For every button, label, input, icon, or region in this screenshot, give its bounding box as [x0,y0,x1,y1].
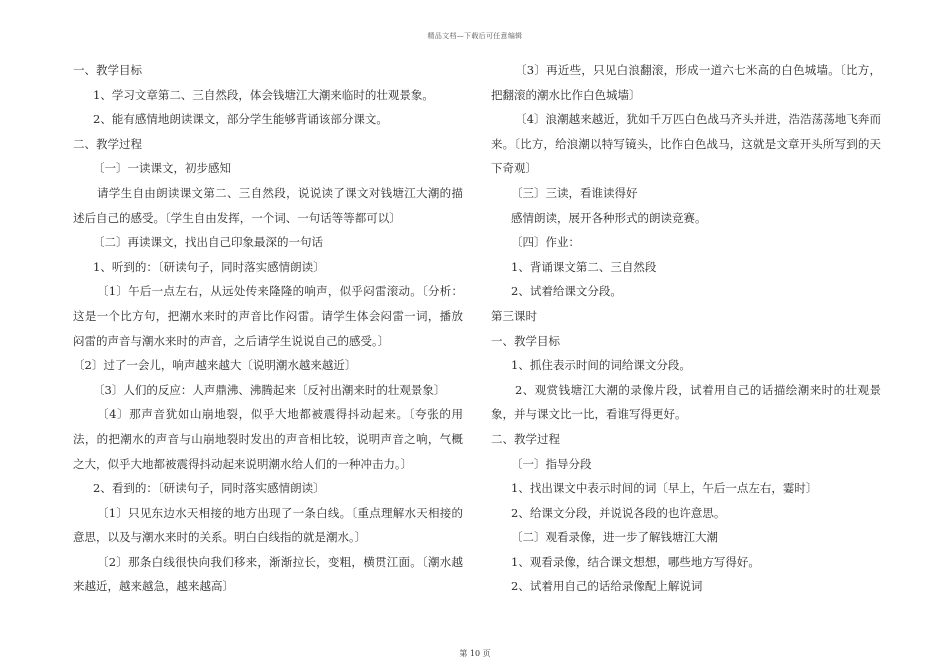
paragraph: 〔3〕人们的反应：人声鼎沸、沸腾起来〔反衬出潮来时的壮观景象〕 [93,382,446,397]
paragraph: 请学生自由朗读课文第二、三自然段，说说读了课文对钱塘江大潮的描述后自己的感受。〔学生自由发挥，一个词、一句话等等都可以〕 [73,185,463,225]
paragraph: 〔3〕再近些，只见白浪翻滚，形成一道六七米高的白色城墙。〔比方，把翻滚的潮水比作白色城墙〕 [491,63,881,102]
objective-item: 2、能有感情地朗读课文，部分学生能够背诵该部分课文。 [93,112,388,127]
homework-item: 1、背诵课文第二、三自然段 [511,259,657,274]
paragraph: 〔4〕那声音犹如山崩地裂，似乎大地都被震得抖动起来。〔夸张的用法，的把潮水的声音与山崩地裂时发出的声音相比较，说明声音之响，气概之大，似乎大地都被震得抖动起来说明潮水给人们的一种冲击力。〕 [73,407,463,471]
paragraph: 2、给课文分段，并说说各段的也许意思。 [511,505,726,520]
objective-item: 1、抓住表示时间的词给课文分段。 [511,358,691,373]
page-header: 精品文档—下载后可任意编辑 [427,32,523,40]
step-heading: 〔一〕一读课文，初步感知 [93,161,231,176]
section-heading: 二、教学过程 [73,136,142,151]
sub-heading: 1、听到的：〔研读句子，同时落实感情朗读〕 [93,259,325,274]
step-heading: 〔一〕指导分段 [511,456,592,471]
objective-item: 2、观赏钱塘江大潮的录像片段，试着用自己的话描绘潮来时的壮观景象，并与课文比一比，看谁写得更好。 [491,382,881,422]
section-heading: 二、教学过程 [491,431,560,446]
step-heading: 〔二〕再读课文，找出自己印象最深的一句话 [93,235,323,250]
paragraph: 〔1〕只见东边水天相接的地方出现了一条白线。〔重点理解水天相接的意思，以及与潮水来时的关系。明白白线指的就是潮水。〕 [73,505,463,545]
lesson-heading: 第三课时 [491,308,537,323]
right-column [491,58,881,599]
paragraph: 2、试着用自己的话给录像配上解说词 [511,579,703,594]
step-heading: 〔二〕观看录像，进一步了解钱塘江大潮 [511,530,718,545]
section-heading: 一、教学目标 [73,63,142,77]
paragraph: 1、找出课文中表示时间的词〔早上，午后一点左右，霎时〕 [511,481,818,496]
step-heading: 〔四〕作业： [511,235,580,250]
paragraph: 感情朗读，展开各种形式的朗读竞赛。 [511,210,707,225]
objective-item: 1、学习文章第二、三自然段，体会钱塘江大潮来临时的壮观景象。 [93,87,434,102]
left-column [73,58,463,599]
paragraph: 〔2〕过了一会儿，响声越来越大〔说明潮水越来越近〕 [73,358,357,373]
sub-heading: 2、看到的：〔研读句子，同时落实感情朗读〕 [93,481,325,496]
paragraph: 〔1〕午后一点左右，从远处传来隆隆的响声，似乎闷雷滚动。〔分析：这是一个比方句，把潮水来时的声音比作闷雷。请学生体会闷雷一词，播放闷雷的声音与潮水来时的声音，之后请学生说说自己的感受。〕 [73,284,463,348]
homework-item: 2、试着给课文分段。 [511,284,622,299]
paragraph: 1、观看录像，结合课文想想，哪些地方写得好。 [511,554,760,569]
page-number: 第 10 页 [459,649,491,658]
step-heading: 〔三〕三读，看谁读得好 [511,185,638,200]
paragraph: 〔4〕浪潮越来越近，犹如千万匹白色战马齐头并进，浩浩荡荡地飞奔而来。〔比方，给浪潮以特写镜头，比作白色战马，这就是文章开头所写到的天下奇观〕 [491,112,881,176]
section-heading: 一、教学目标 [491,333,560,348]
paragraph: 〔2〕那条白线很快向我们移来，渐渐拉长，变粗，横贯江面。〔潮水越来越近，越来越急，越来越高〕 [73,554,463,594]
